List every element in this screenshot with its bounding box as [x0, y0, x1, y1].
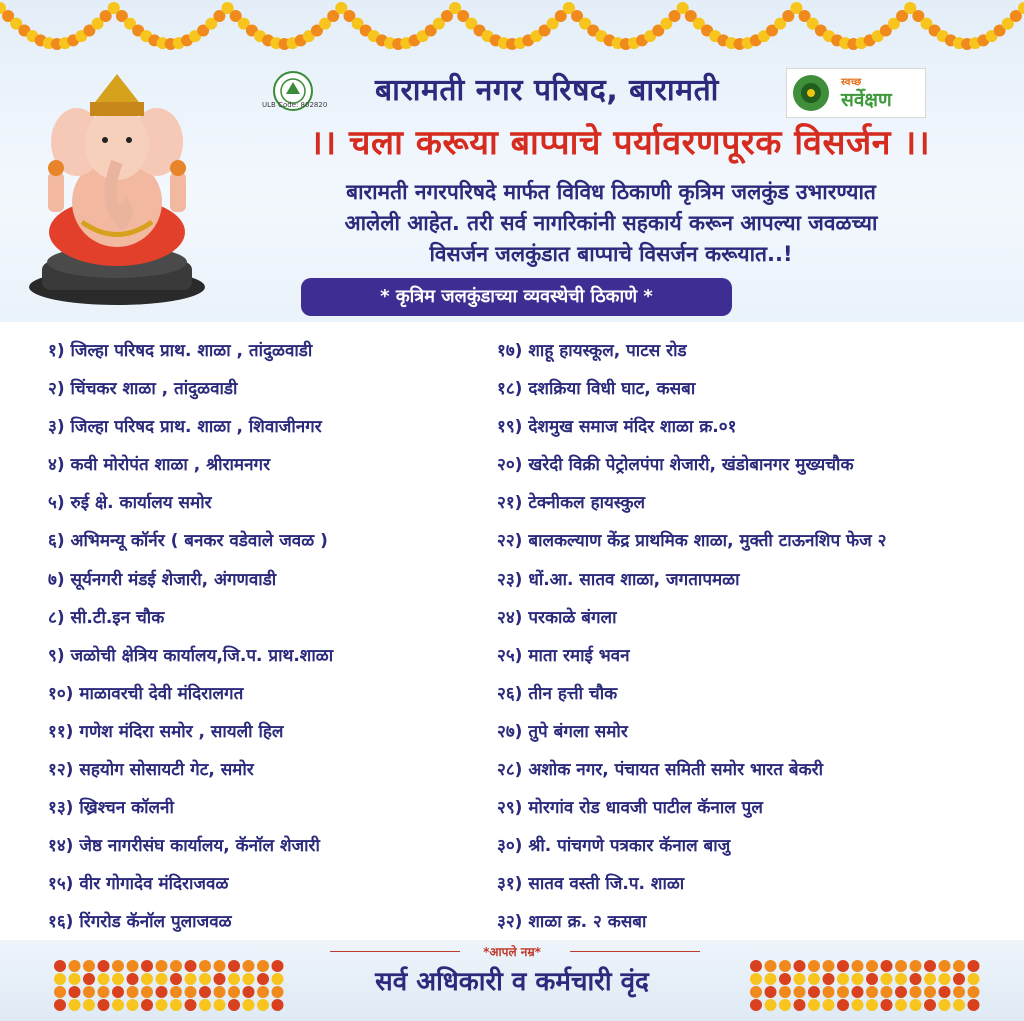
location-item: ६) अभिमन्यू कॉर्नर ( बनकर वडेवाले जवळ )	[48, 531, 328, 552]
council-title: बारामती नगर परिषद, बारामती	[375, 73, 719, 108]
notice-line: बारामती नगरपरिषदे मार्फत विविध ठिकाणी कृत्रिम जलकुंड उभारण्यात	[346, 180, 876, 204]
location-item: २१) टेक्नीकल हायस्कुल	[497, 493, 646, 514]
marigold-decoration-icon	[52, 958, 292, 1016]
location-item: २६) तीन हत्ती चौक	[497, 683, 618, 704]
location-item: २०) खरेदी विक्री पेट्रोलपंपा शेजारी, खंडोबानगर मुख्यचौक	[497, 455, 854, 476]
locations-list-left	[48, 336, 468, 946]
location-item: ७) सूर्यनगरी मंडई शेजारी, अंगणवाडी	[48, 569, 277, 590]
ulb-code: ULB Code: 802820	[262, 101, 328, 109]
location-item: १८) दशक्रिया विधी घाट, कसबा	[497, 379, 696, 400]
location-item: १३) ख्रिश्चन कॉलनी	[48, 798, 174, 819]
location-item: २) चिंचकर शाळा , तांदुळवाडी	[48, 379, 238, 400]
footer-signature: सर्व अधिकारी व कर्मचारी वृंद	[375, 967, 649, 997]
swachh-emblem-icon	[791, 73, 831, 113]
location-item: २३) धों.आ. सातव शाळा, जगतापमळा	[497, 569, 740, 590]
notice-line: विसर्जन जलकुंडात बाप्पाचे विसर्जन करूयात..!	[429, 242, 793, 266]
notice-line: आलेली आहेत. तरी सर्व नागरिकांनी सहकार्य करून आपल्या जवळच्या	[344, 211, 878, 235]
swachh-big-text: सर्वेक्षण	[841, 89, 892, 111]
swachh-small-text: स्वच्छ	[841, 77, 862, 88]
location-item: ५) रुई क्षे. कार्यालय समोर	[48, 493, 212, 514]
poster-footer	[0, 940, 1024, 1021]
location-item: १२) सहयोग सोसायटी गेट, समोर	[48, 760, 254, 781]
location-item: २२) बालकल्याण केंद्र प्राथमिक शाळा, मुक्ती टाऊनशिप फेज २	[497, 531, 887, 552]
location-item: ३) जिल्हा परिषद प्राथ. शाळा , शिवाजीनगर	[48, 417, 322, 438]
location-item: ११) गणेश मंदिरा समोर , सायली हिल	[48, 721, 284, 742]
location-item: ४) कवी मोरोपंत शाळा , श्रीरामनगर	[48, 455, 271, 476]
marigold-garland-icon	[0, 0, 1024, 70]
location-item: २५) माता रमाई भवन	[497, 645, 630, 666]
footer-aple: *आपले नम्र*	[483, 945, 541, 959]
notice-paragraph	[238, 177, 984, 270]
location-item: ३२) शाळा क्र. २ कसबा	[497, 912, 647, 933]
marigold-decoration-icon	[748, 958, 988, 1016]
poster-header	[0, 0, 1024, 322]
locations-heading: * कृत्रिम जलकुंडाच्या व्यवस्थेची ठिकाणे *	[301, 278, 732, 316]
location-item: १९) देशमुख समाज मंदिर शाळा क्र.०१	[497, 417, 737, 438]
location-item: १५) वीर गोगादेव मंदिराजवळ	[48, 874, 229, 895]
swachh-sarvekshan-logo	[786, 68, 926, 118]
location-item: २७) तुपे बंगला समोर	[497, 721, 628, 742]
visarjan-slogan: ।। चला करूया बाप्पाचे पर्यावरणपूरक विसर्जन ।।	[309, 123, 931, 163]
location-item: १) जिल्हा परिषद प्राथ. शाळा , तांदुळवाडी	[48, 341, 313, 361]
location-item: १६) रिंगरोड कॅनॉल पुलाजवळ	[48, 912, 232, 933]
location-item: २९) मोरगांव रोड धावजी पाटील कॅनाल पुल	[497, 798, 763, 819]
location-item: २८) अशोक नगर, पंचायत समिती समोर भारत बेकरी	[497, 760, 823, 781]
location-item: ९) जळोची क्षेत्रिय कार्यालय,जि.प. प्राथ.शाळा	[48, 645, 334, 666]
location-item: ३०) श्री. पांचगणे पत्रकार कॅनाल बाजु	[497, 836, 731, 857]
location-item: ८) सी.टी.इन चौक	[48, 607, 165, 628]
locations-list-right	[497, 336, 1017, 946]
location-item: १०) माळावरची देवी मंदिरालगत	[48, 683, 244, 704]
location-item: १७) शाहू हायस्कूल, पाटस रोड	[497, 341, 687, 361]
location-item: ३१) सातव वस्ती जि.प. शाळा	[497, 874, 685, 895]
ganesh-idol-icon	[22, 72, 212, 307]
location-item: २४) परकाळे बंगला	[497, 607, 617, 628]
location-item: १४) जेष्ठ नागरीसंघ कार्यालय, कॅनॉल शेजारी	[48, 836, 320, 857]
